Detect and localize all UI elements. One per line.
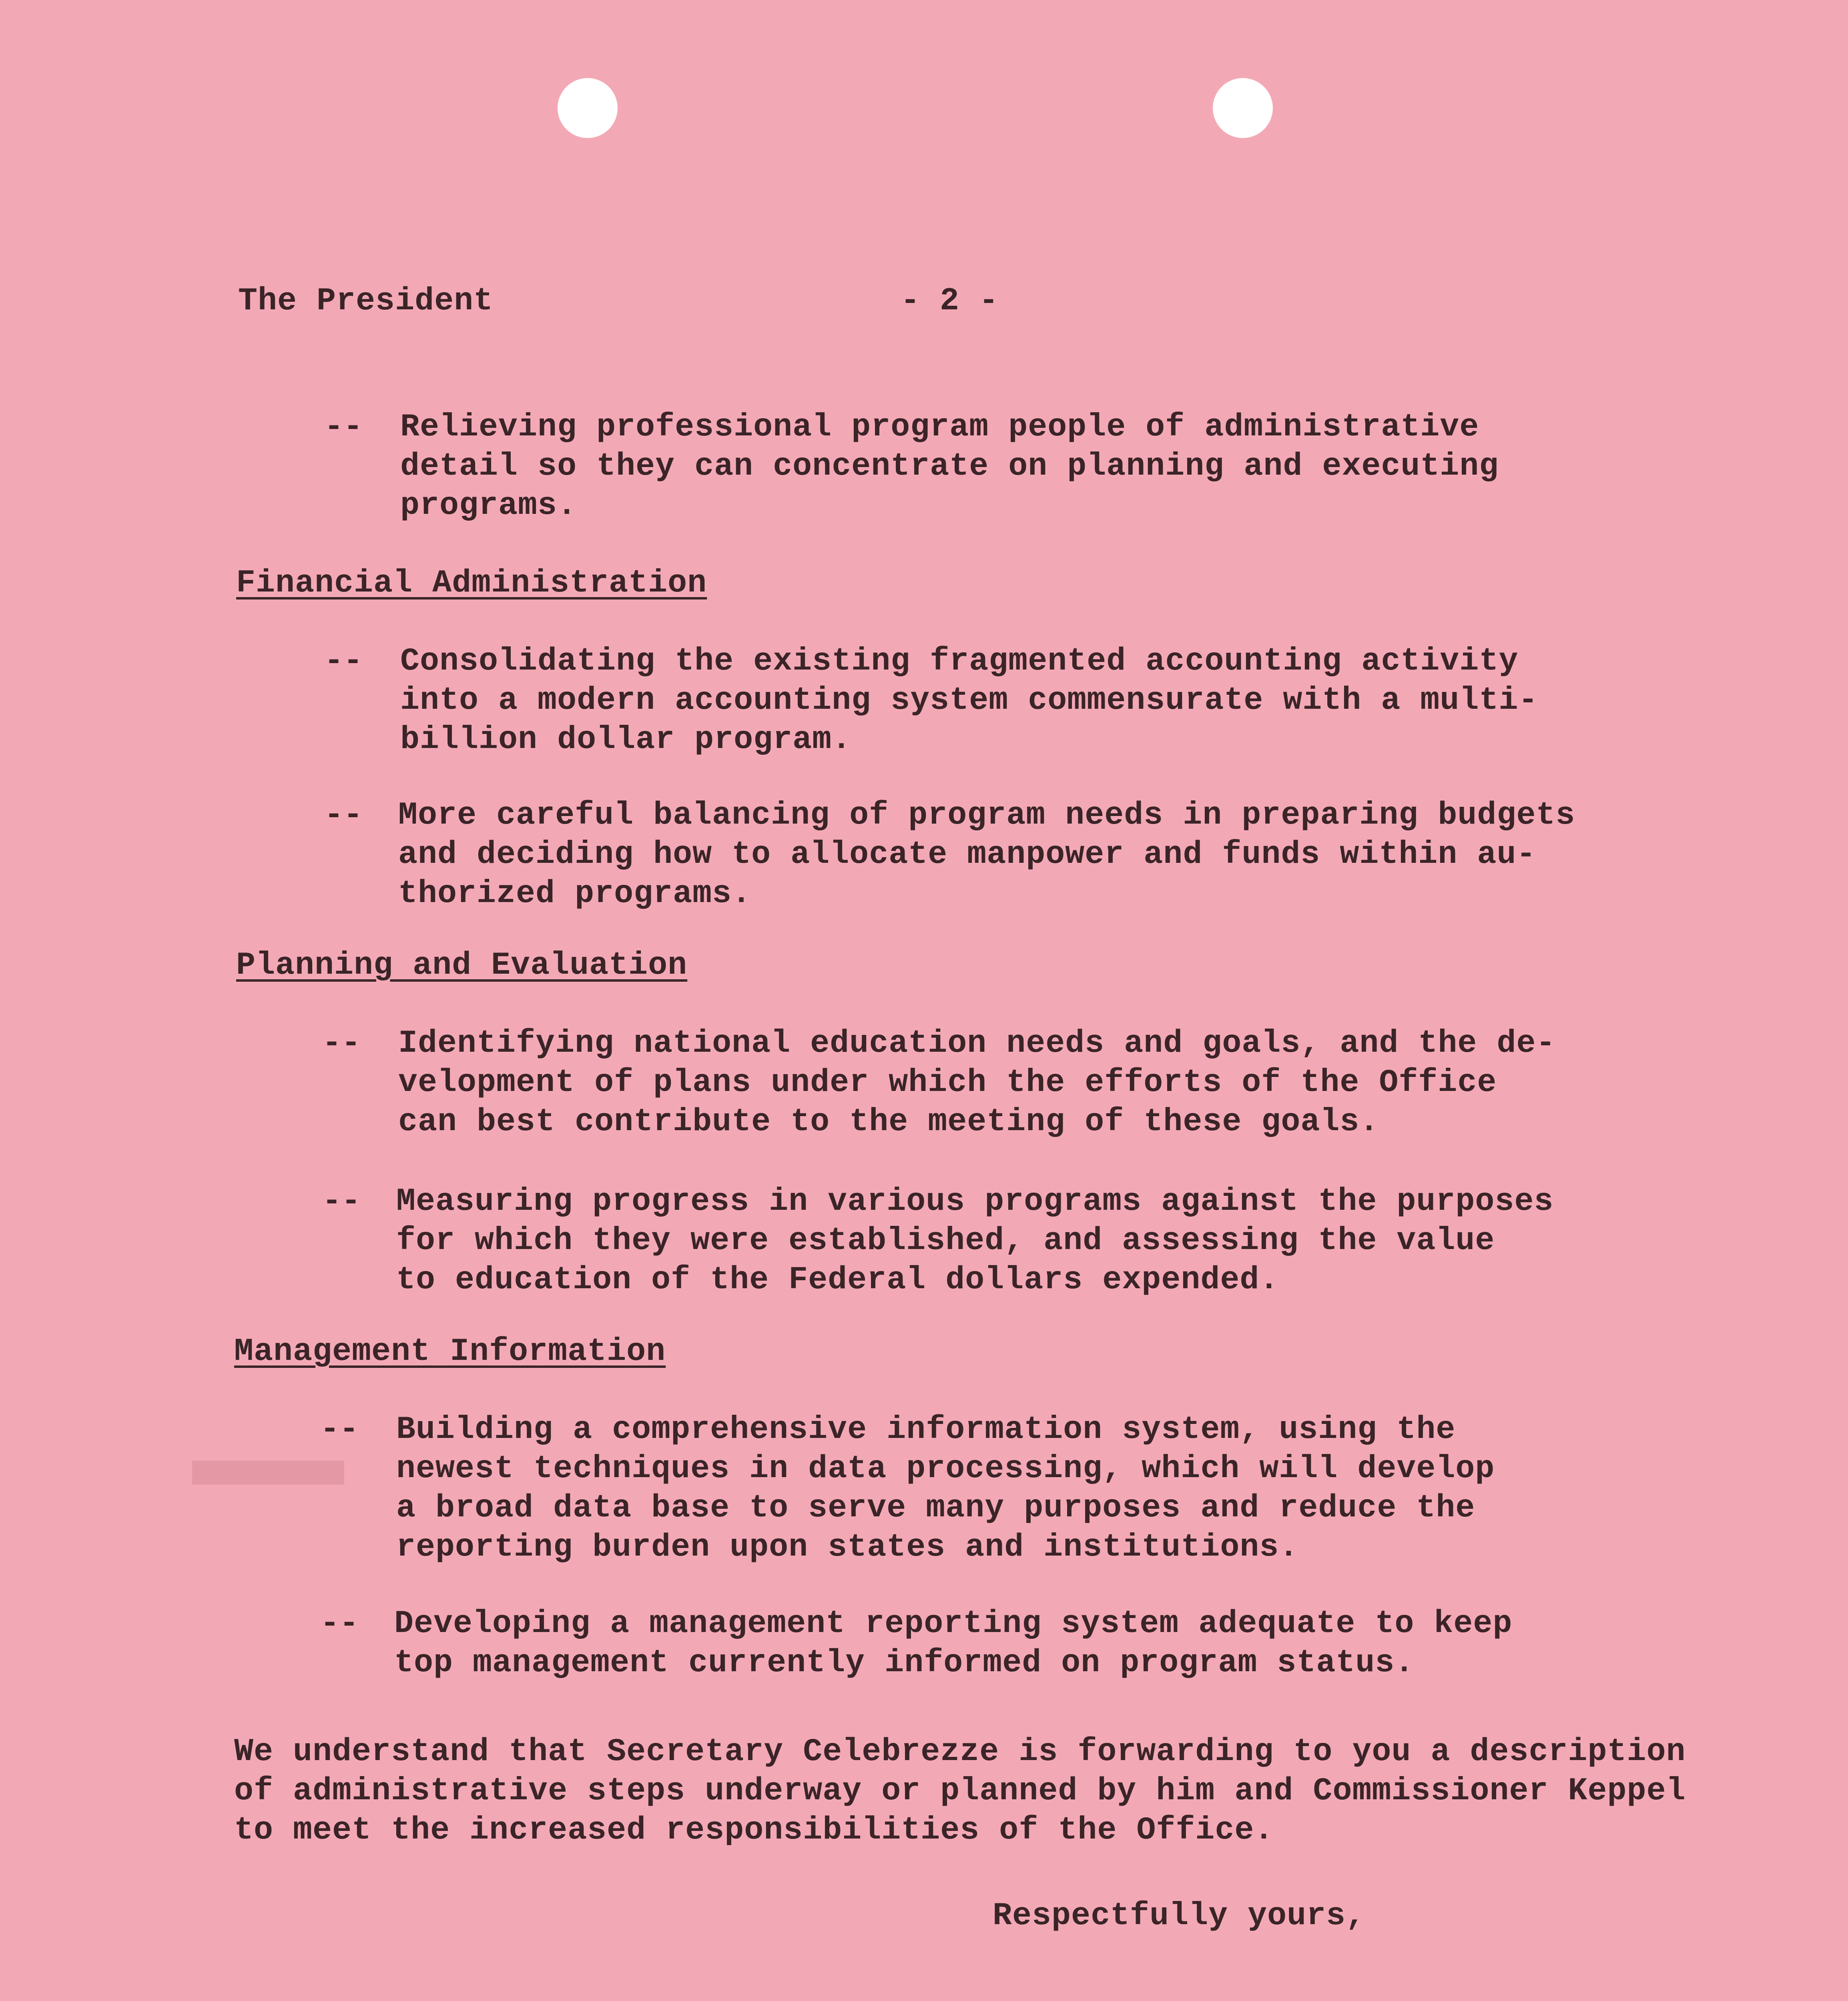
bullet-line: to education of the Federal dollars expended. [396,1262,1279,1298]
bullet-line: Measuring progress in various programs against the purposes [396,1183,1554,1220]
bullet-line: Consolidating the existing fragmented accounting activity [400,643,1519,680]
bullet-marker: -- [322,1025,361,1062]
bullet-marker: -- [324,409,363,445]
page-number: - 2 - [901,283,999,319]
header-addressee: The President [238,283,494,319]
bullet-line: into a modern accounting system commensurate with a multi- [400,682,1538,719]
paragraph-line: We understand that Secretary Celebrezze is forwarding to you a description [234,1734,1686,1770]
bullet-marker: -- [320,1606,359,1642]
scan-smudge [192,1461,344,1485]
bullet-line: for which they were established, and assessing the value [396,1223,1495,1259]
bullet-line: detail so they can concentrate on planning and executing [400,448,1499,485]
punch-hole [558,78,618,138]
bullet-line: a broad data base to serve many purposes and reduce the [396,1490,1475,1526]
section-heading: Planning and Evaluation [236,947,688,984]
bullet-line: billion dollar program. [400,722,852,758]
bullet-line: More careful balancing of program needs in preparing budgets [398,797,1575,834]
paragraph-line: of administrative steps underway or planned by him and Commissioner Keppel [234,1773,1686,1809]
bullet-line: velopment of plans under which the efforts of the Office [398,1065,1497,1101]
bullet-line: programs. [400,487,577,524]
bullet-line: and deciding how to allocate manpower and funds within au- [398,836,1536,873]
bullet-line: Identifying national education needs and goals, and the de- [398,1025,1556,1062]
section-heading: Management Information [234,1333,666,1370]
bullet-marker: -- [320,1412,359,1448]
bullet-line: newest techniques in data processing, which will develop [396,1451,1495,1487]
bullet-marker: -- [322,1183,361,1220]
section-heading: Financial Administration [236,565,707,602]
bullet-line: thorized programs. [398,876,752,912]
bullet-line: Developing a management reporting system adequate to keep [394,1606,1513,1642]
bullet-line: Building a comprehensive information system, using the [396,1412,1456,1448]
punch-hole [1213,78,1273,138]
bullet-line: reporting burden upon states and institutions. [396,1529,1299,1566]
complimentary-close: Respectfully yours, [993,1898,1366,1934]
bullet-line: top management currently informed on program status. [394,1645,1415,1681]
bullet-line: Relieving professional program people of administrative [400,409,1479,445]
bullet-marker: -- [324,797,363,834]
bullet-line: can best contribute to the meeting of these goals. [398,1104,1379,1140]
bullet-marker: -- [324,643,363,680]
paragraph-line: to meet the increased responsibilities of the Office. [234,1812,1274,1849]
